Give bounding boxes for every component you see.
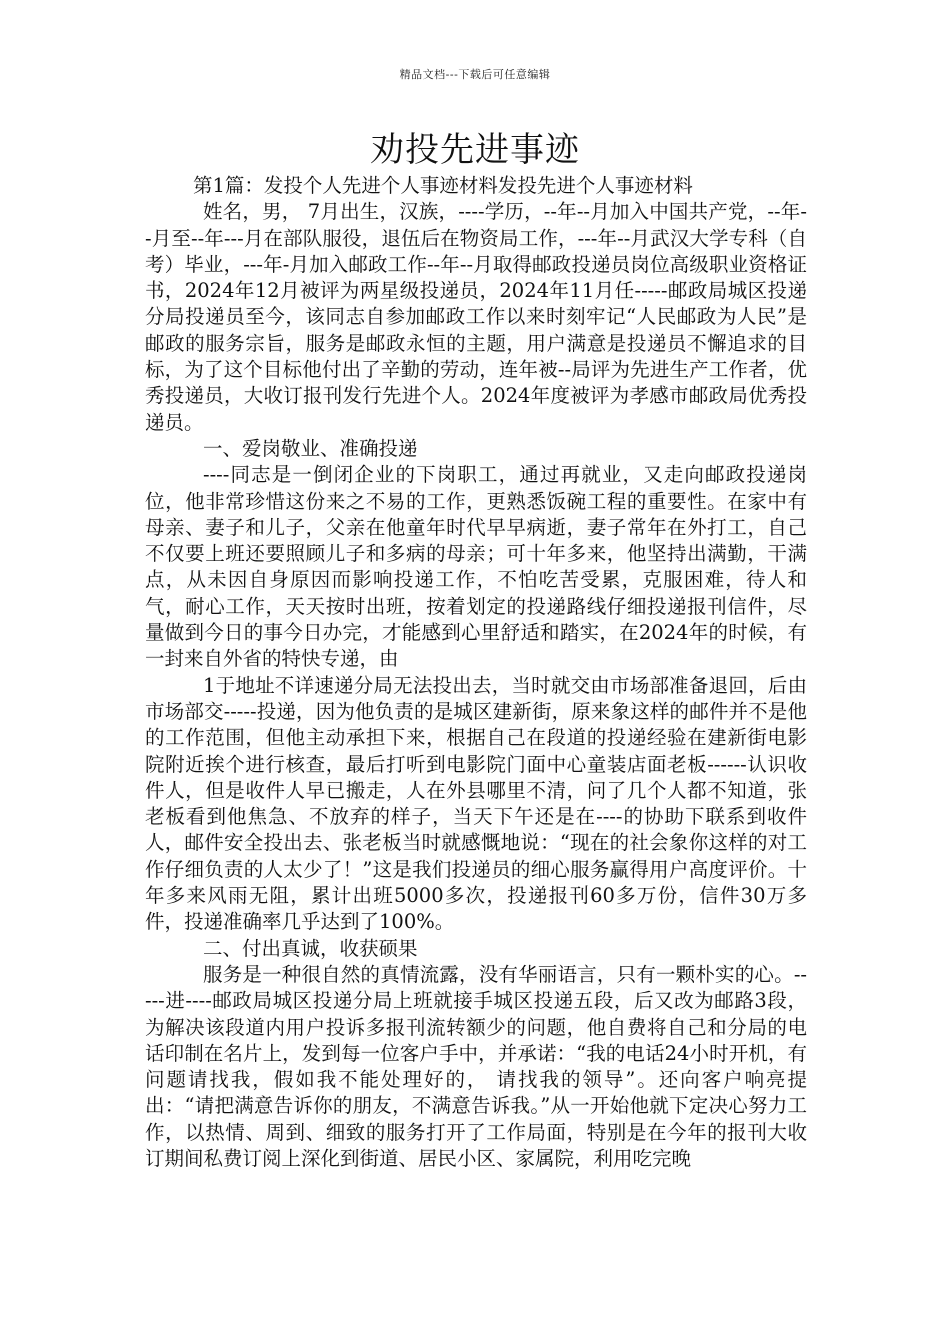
document-subtitle: 第1篇：发投个人先进个人事迹材料发投先进个人事迹材料 [193,174,693,197]
paragraph-section-1: ----同志是一倒闭企业的下岗职工，通过再就业，又走向邮政投递岗位，他非常珍惜这份来之不易的工作，更熟悉饭碗工程的重要性。在家中有母亲、妻子和儿子，父亲在他童年时代早早病逝，妻子常年在外打工，自己不仅要上班还要照顾儿子和多病的母亲；可十年多来，他坚持出满勤，干满点，从未因自身原因而影响投递工作，不怕吃苦受累，克服困难，待人和气，耐心工作，天天按时出班，按着划定的投递路线仔细投递报刊信件，尽量做到今日的事今日办完，才能感到心里舒适和踏实，在2024年的时候，有一封来自外省的特快专递，由 [145,463,807,671]
section-heading-2: 二、付出真诚，收获硕果 [203,936,418,960]
paragraph-intro: 姓名，男， 7月出生，汉族，----学历，--年--月加入中国共产党，--年--月至--年---月在部队服役，退伍后在物资局工作，---年--月武汉大学专科（自考）毕业，---年-月加入邮政工作--年--月取得邮政投递员岗位高级职业资格证书，2024年12月被评为两星级投递员，2024年11月任-----邮政局城区投递分局投递员至今，该同志自参加邮政工作以来时刻牢记“人民邮政为人民”是邮政的服务宗旨，服务是邮政永恒的主题，用户满意是投递员不懈追求的目标，为了这个目标他付出了辛勤的劳动，连年被--局评为先进生产工作者，优秀投递员，大收订报刊发行先进个人。2024年度被评为孝感市邮政局优秀投递员。 [145,200,807,434]
header-note: 精品文档---下载后可任意编辑 [399,68,551,81]
paragraph-section-2: 服务是一种很自然的真情流露，没有华丽语言，只有一颗朴实的心。-----进----邮政局城区投递分局上班就接手城区投递五段，后又改为邮路3段，为解决该段道内用户投诉多报刊流转额少的问题，他自费将自己和分局的电话印制在名片上，发到每一位客户手中，并承诺：“我的电话24小时开机，有问题请找我，假如我不能处理好的， 请找我的领导”。还向客户响亮提出：“请把满意告诉你的朋友，不满意告诉我。”从一开始他就下定决心努力工作，以热情、周到、细致的服务打开了工作局面，特别是在今年的报刊大收订期间私费订阅上深化到街道、居民小区、家属院，利用吃完晚 [145,962,807,1170]
paragraph-section-1-continued: 1于地址不详速递分局无法投出去，当时就交由市场部准备退回，后由市场部交-----投递，因为他负责的是城区建新街，原来象这样的邮件并不是他的工作范围，但他主动承担下来，根据自己在段道的投递经验在建新街电影院附近挨个进行核查，最后打听到电影院门面中心童装店面老板------认识收件人，但是收件人早已搬走，人在外县哪里不清，问了几个人都不知道，张老板看到他焦急、不放弃的样子，当天下午还是在----的协助下联系到收件人，邮件安全投出去、张老板当时就感慨地说：“现在的社会象你这样的对工作仔细负责的人太少了！”这是我们投递员的细心服务赢得用户高度评价。十年多来风雨无阻，累计出班5000多次，投递报刊60多万份，信件30万多件，投递准确率几乎达到了100%。 [145,673,807,934]
document-body [145,173,807,1172]
document-title: 劝投先进事迹 [370,130,580,170]
section-heading-1: 一、爱岗敬业、准确投递 [203,436,418,460]
